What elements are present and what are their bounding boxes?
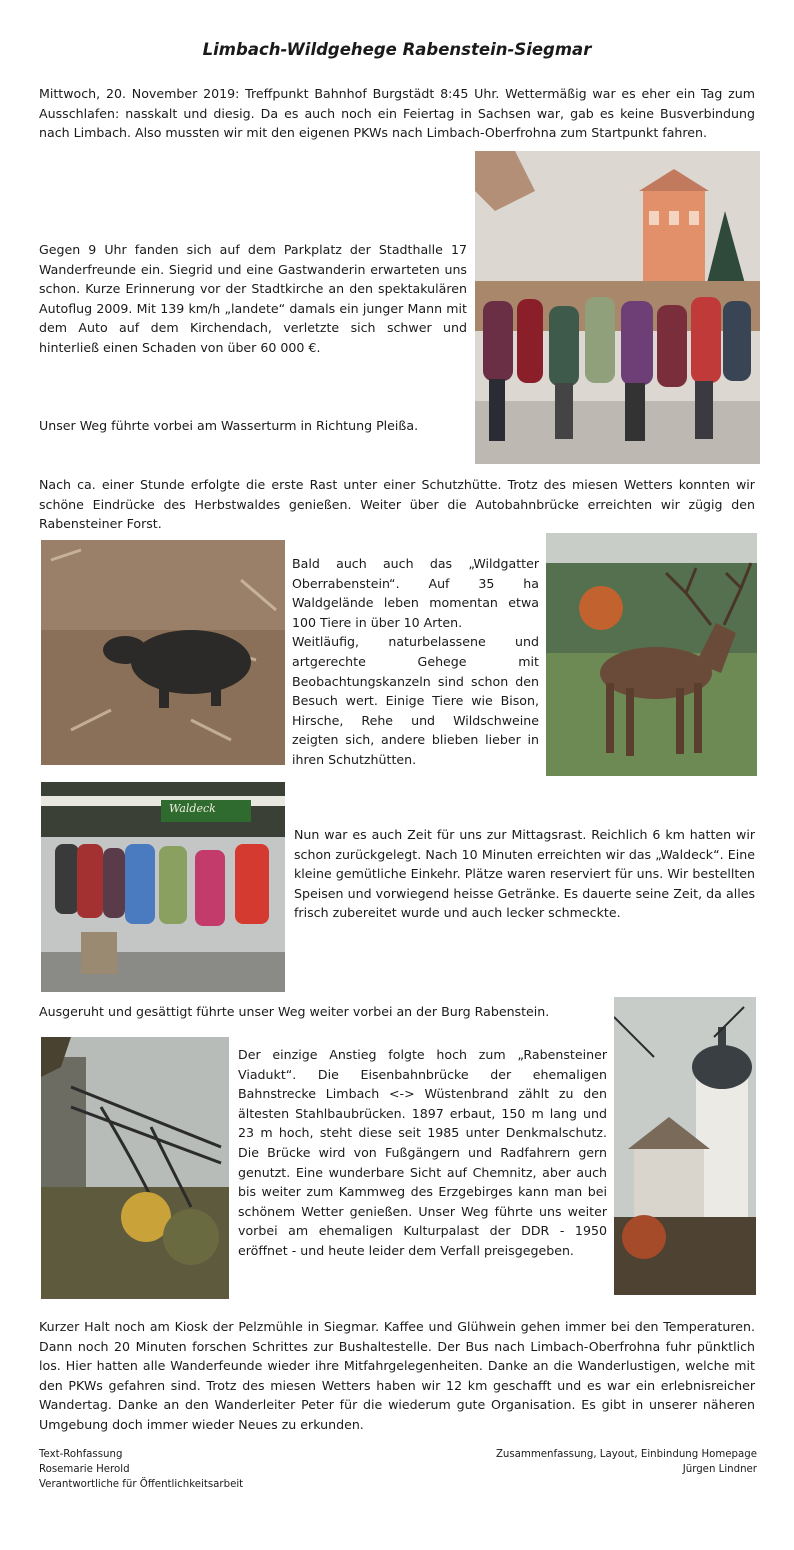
group-photo-water-tower [475, 151, 760, 464]
burg-paragraph: Ausgeruht und gesättigt führte unser Weg weiter vorbei an der Burg Rabenstein. [39, 1004, 550, 1019]
footer-right-line: Jürgen Lindner [682, 1464, 757, 1475]
footer-credit-left [39, 1447, 339, 1492]
footer-credit-right [455, 1447, 757, 1477]
wild-boar-photo [41, 540, 285, 765]
burg-tower-photo [614, 997, 756, 1295]
lunch-paragraph: Nun war es auch Zeit für uns zur Mittagsrast. Reichlich 6 km hatten wir schon zurückgelegt. Nach 10 Minuten erreichten wir das „Waldeck“. Eine kleine gemütliche Einkehr. Plätze waren reserviert für uns. Wir bestellten Speisen und vorwiegend heisse Getränke. Es dauerte seine Zeit, da alles frisch zubereitet wurde und auch lecker schmeckte. [294, 827, 755, 921]
wildgatter-paragraph: Bald auch auch das „Wildgatter Oberrabenstein“. Auf 35 ha Waldgelände leben momentan etwa 100 Tiere in über 10 Arten. Weitläufig, naturbelassene und artgerechte Gehege mit Beobachtungskanzeln sind schon den Besuch wert. Einige Tiere wie Bison, Hirsche, Rehe und Wildschweine zeigten sich, andere blieben lieber in ihren Schutzhütten. [292, 556, 539, 767]
meeting-paragraph: Gegen 9 Uhr fanden sich auf dem Parkplatz der Stadthalle 17 Wanderfreunde ein. Siegrid und eine Gastwanderin erwarteten uns schon. Kurze Erinnerung vor der Stadtkirche an den spektakulären Autoflug 2009. Mit 139 km/h „landete“ damals ein junger Mann mit dem Auto auf dem Kirchendach, verletzte sich schwer und hinterließ einen Schaden von über 60 000 €. [39, 242, 467, 355]
footer-left-line: Verantwortliche für Öffentlichkeitsarbeit [39, 1479, 244, 1490]
footer-right-line: Zusammenfassung, Layout, Einbindung Homepage [495, 1449, 757, 1460]
closing-paragraph: Kurzer Halt noch am Kiosk der Pelzmühle in Siegmar. Kaffee und Glühwein gehen immer bei den Temperaturen. Dann noch 20 Minuten forschen Schrittes zur Bushaltestelle. Der Bus nach Limbach-Oberfrohna fuhr pünktlich los. Hier hatten alle Wanderfeunde wieder ihre Mitfahrgelegenheiten. Danke an die Wanderlustigen, welche mit den PKWs gefahren sind. Trotz des miesen Wetters haben wir 12 km geschafft und es war ein erlebnisreicher Wandertag. Danke an den Wanderleiter Peter für die wiederum gute Organisation. Es gibt in unserer näheren Umgebung doch immer wieder Neues zu erkunden. [39, 1319, 755, 1432]
route-paragraph: Unser Weg führte vorbei am Wasserturm in Richtung Pleißa. [39, 418, 419, 433]
footer-left-line: Rosemarie Herold [39, 1464, 130, 1475]
footer-left-line: Text-Rohfassung [39, 1449, 123, 1460]
page-title: Limbach-Wildgehege Rabenstein-Siegmar [202, 40, 592, 59]
viadukt-paragraph: Der einzige Anstieg folgte hoch zum „Rabensteiner Viadukt“. Die Eisenbahnbrücke der ehemaligen Bahnstrecke Limbach <-> Wüstenbrand zählt zu den ältesten Stahlbaubrücken. 1897 erbaut, 150 m lang und 23 m hoch, steht diese seit 1985 unter Denkmalschutz. Die Brücke wird von Fußgängern und Radfahrern gern genutzt. Eine wunderbare Sicht auf Chemnitz, aber auch bis weiter zum Kammweg des Erzgebirges kann man bei schönem Wetter genießen. Unser Weg führte uns weiter vorbei am ehemaligen Kulturpalast der DDR - 1950 eröffnet - und heute leider dem Verfall preisgegeben. [238, 1047, 607, 1258]
viaduct-photo [41, 1037, 229, 1299]
stag-photo [546, 533, 757, 776]
intro-paragraph: Mittwoch, 20. November 2019: Treffpunkt Bahnhof Burgstädt 8:45 Uhr. Wettermäßig war es eher ein Tag zum Ausschlafen: nasskalt und diesig. Da es auch noch ein Feiertag in Sachsen war, gab es keine Busverbindung nach Limbach. Also mussten wir mit den eigenen PKWs nach Limbach-Oberfrohna zum Startpunkt fahren. [39, 86, 755, 141]
rest-paragraph: Nach ca. einer Stunde erfolgte die erste Rast unter einer Schutzhütte. Trotz des miesen Wetters konnten wir schöne Eindrücke des Herbstwaldes genießen. Weiter über die Autobahnbrücke erreichten wir zügig den Rabensteiner Forst. [39, 477, 755, 532]
group-photo-waldeck [41, 782, 285, 992]
waldeck-sign-text: Waldeck [169, 802, 216, 815]
